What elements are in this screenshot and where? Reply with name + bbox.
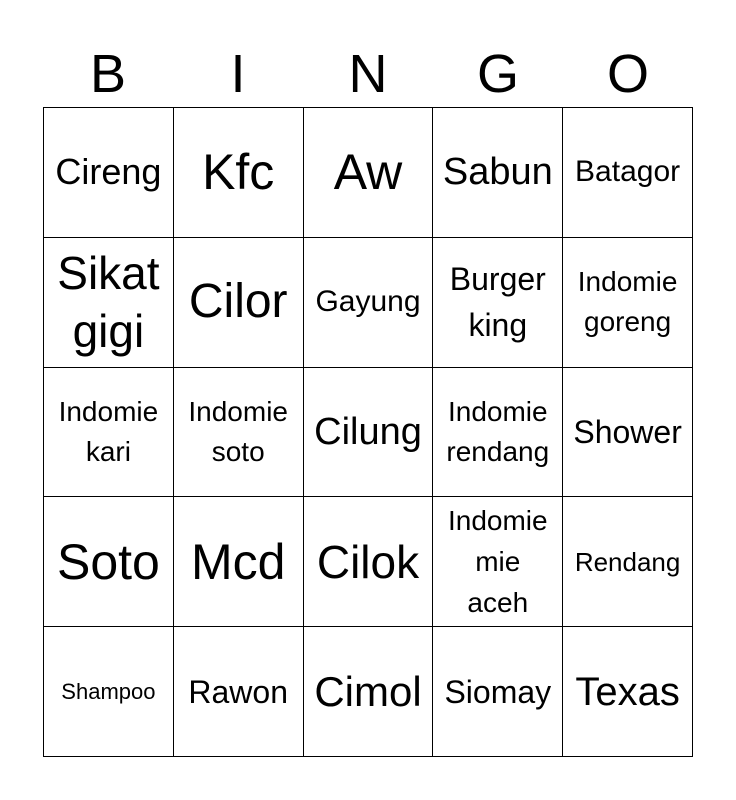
cell-label: Texas <box>575 669 680 714</box>
bingo-cell[interactable] <box>174 238 304 368</box>
cell-label: Sikat gigi <box>57 247 160 358</box>
bingo-cell[interactable] <box>304 497 434 627</box>
header-letter-i: I <box>230 44 246 104</box>
bingo-cell[interactable] <box>563 627 693 757</box>
cell-label: Cilung <box>314 410 422 453</box>
header-letter-o: O <box>606 44 649 104</box>
bingo-cell[interactable] <box>563 368 693 498</box>
bingo-cell[interactable] <box>174 497 304 627</box>
bingo-cell[interactable] <box>563 497 693 627</box>
cell-label: Batagor <box>575 155 681 189</box>
bingo-cell[interactable] <box>304 627 434 757</box>
cell-label: Cimol <box>314 667 422 715</box>
bingo-cell[interactable] <box>433 368 563 498</box>
bingo-cell[interactable] <box>174 368 304 498</box>
header-letter-b: B <box>89 44 127 104</box>
cell-label: Gayung <box>315 285 421 319</box>
bingo-cell[interactable] <box>44 497 174 627</box>
bingo-cell[interactable] <box>304 108 434 238</box>
header-letter-g: G <box>476 44 519 104</box>
cell-label: Cilok <box>316 535 420 588</box>
bingo-cell[interactable] <box>174 627 304 757</box>
bingo-cell[interactable] <box>563 108 693 238</box>
cell-label: Indomie mie aceh <box>447 505 548 619</box>
bingo-cell[interactable] <box>304 238 434 368</box>
cell-label: Kfc <box>202 144 275 201</box>
bingo-cell[interactable] <box>44 627 174 757</box>
cell-label: Cilor <box>188 275 288 329</box>
cell-label: Shower <box>573 413 682 450</box>
bingo-cell[interactable] <box>174 108 304 238</box>
cell-label: Shampoo <box>61 678 156 704</box>
bingo-cell[interactable] <box>44 108 174 238</box>
cell-label: Indomie goreng <box>577 266 678 338</box>
bingo-cell[interactable] <box>433 497 563 627</box>
cell-label: Rendang <box>574 546 681 577</box>
cell-label: Soto <box>56 533 160 590</box>
bingo-cell[interactable] <box>433 108 563 238</box>
cell-label: Cireng <box>55 151 162 193</box>
header-letter-n: N <box>348 44 388 104</box>
bingo-header <box>43 44 693 104</box>
bingo-cell[interactable] <box>563 238 693 368</box>
cell-label: Indomie rendang <box>446 395 550 467</box>
bingo-cell[interactable] <box>433 627 563 757</box>
cell-label: Indomie kari <box>58 395 159 467</box>
bingo-cell[interactable] <box>433 238 563 368</box>
cell-label: Mcd <box>190 533 286 590</box>
bingo-cell[interactable] <box>304 368 434 498</box>
cell-label: Sabun <box>442 151 553 194</box>
cell-label: Burger king <box>449 261 546 344</box>
bingo-cell[interactable] <box>44 368 174 498</box>
bingo-cell[interactable] <box>44 238 174 368</box>
cell-label: Aw <box>333 144 403 201</box>
cell-label: Rawon <box>188 673 288 710</box>
bingo-board <box>43 107 693 757</box>
cell-label: Siomay <box>444 673 552 710</box>
cell-label: Indomie soto <box>188 395 288 467</box>
